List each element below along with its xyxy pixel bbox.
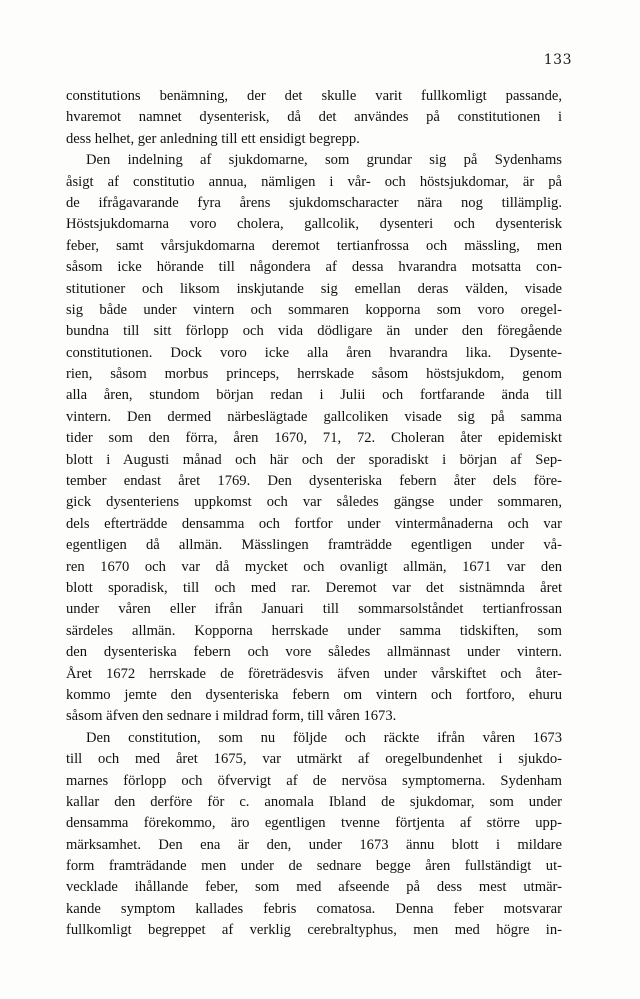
text-line: stitutioner och liksom inskjutande sig emellan deras välden, visade <box>66 280 562 297</box>
text-line: fullkomligt begreppet af verklig cerebraltyphus, men med högre in- <box>66 922 562 939</box>
text-line: kommo jemte den dysenteriska febern om vintern och fortforo, ehuru <box>66 686 562 703</box>
text-line: alla åren, stundom början redan i Julii och fortfarande ända till <box>66 387 562 404</box>
text-line: tider som den förra, åren 1670, 71, 72. Choleran åter epidemiskt <box>66 430 562 447</box>
text-line: sig både under vintern och sommaren kopporna som voro oregel- <box>66 301 562 318</box>
text-line: Den constitution, som nu följde och räckte ifrån våren 1673 <box>86 729 562 746</box>
text-line: vecklade ihållande feber, som med afseende på dess mest utmär- <box>66 879 562 896</box>
text-line: rien, såsom morbus princeps, herrskade såsom höstsjukdom, genom <box>66 366 562 383</box>
text-line: Året 1672 herrskade de företrädesvis äfven under vårskiftet och åter- <box>66 665 562 682</box>
text-line: ren 1670 och var då mycket och ovanligt allmän, 1671 var den <box>66 558 562 575</box>
text-line: Höstsjukdomarna voro cholera, gallcolik, dysenteri och dysenterisk <box>66 216 562 233</box>
text-line: tember endast året 1769. Den dysenteriska febern åter dels före- <box>66 473 562 490</box>
text-line: hvaremot namnet dysenterisk, då det användes på constitutionen i <box>66 109 562 126</box>
text-line: blott i Augusti månad och här och der sporadiskt i början af Sep- <box>66 451 562 468</box>
text-line: Den indelning af sjukdomarne, som grundar sig på Sydenhams <box>86 152 562 169</box>
text-line: kallar den derföre för c. anomala Ibland de sjukdomar, som under <box>66 793 562 810</box>
text-line: vintern. Den dermed närbeslägtade gallcoliken visade sig på samma <box>66 408 562 425</box>
text-line: constitutions benämning, der det skulle varit fullkomligt passande, <box>66 88 562 104</box>
text-line: feber, samt vårsjukdomarna deremot tertianfrossa och mässling, men <box>66 237 562 254</box>
text-line: den dysenteriska febern och vore således allmännast under vintern. <box>66 644 562 661</box>
body-text <box>66 86 562 942</box>
text-line: under våren eller ifrån Januari till sommarsolståndet tertianfrossan <box>66 601 562 618</box>
text-line: constitutionen. Dock voro icke alla åren hvarandra lika. Dysente- <box>66 344 562 361</box>
text-line: gick dysenteriens uppkomst och var således gängse under sommaren, <box>66 494 562 511</box>
text-line: såsom äfven den sednare i mildrad form, till våren 1673. <box>66 708 397 725</box>
text-line: såsom icke hörande till någondera af dessa hvarandra motsatta con- <box>66 259 562 276</box>
text-line: dels efterträdde densamma och fortfor under vintermånaderna och var <box>66 515 562 532</box>
text-line: egentligen då allmän. Mässlingen framträdde egentligen under vå- <box>66 537 562 554</box>
text-line: märksamhet. Den ena är den, under 1673 ännu blott i mildare <box>66 836 562 853</box>
text-line: bundna till sitt förlopp och vida dödligare än under den föregående <box>66 323 562 340</box>
text-line: de ifrågavarande fyra årens sjukdomscharacter nära nog tillämplig. <box>66 194 562 211</box>
text-line: form framträdande men under de sednare begge åren fullständigt ut- <box>66 858 562 875</box>
text-line: särdeles allmän. Kopporna herrskade under samma tidskiften, som <box>66 622 562 639</box>
text-line: dess helhet, ger anledning till ett ensidigt begrepp. <box>66 130 360 147</box>
text-line: blott sporadisk, till och med rar. Deremot var det sistnämnda året <box>66 579 562 596</box>
text-line: åsigt af constitutio annua, nämligen i vår- och höstsjukdomar, är på <box>66 173 562 190</box>
text-line: till och med året 1675, var utmärkt af oregelbundenhet i sjukdo- <box>66 751 562 768</box>
page-number: 133 <box>543 52 572 68</box>
text-line: densamma förekommo, äro egentligen tvenne förtjenta af större upp- <box>66 815 562 832</box>
text-line: marnes förlopp och öfvervigt af de nervösa symptomerna. Sydenham <box>66 772 562 789</box>
text-line: kande symptom kallades febris comatosa. Denna feber motsvarar <box>66 900 562 917</box>
